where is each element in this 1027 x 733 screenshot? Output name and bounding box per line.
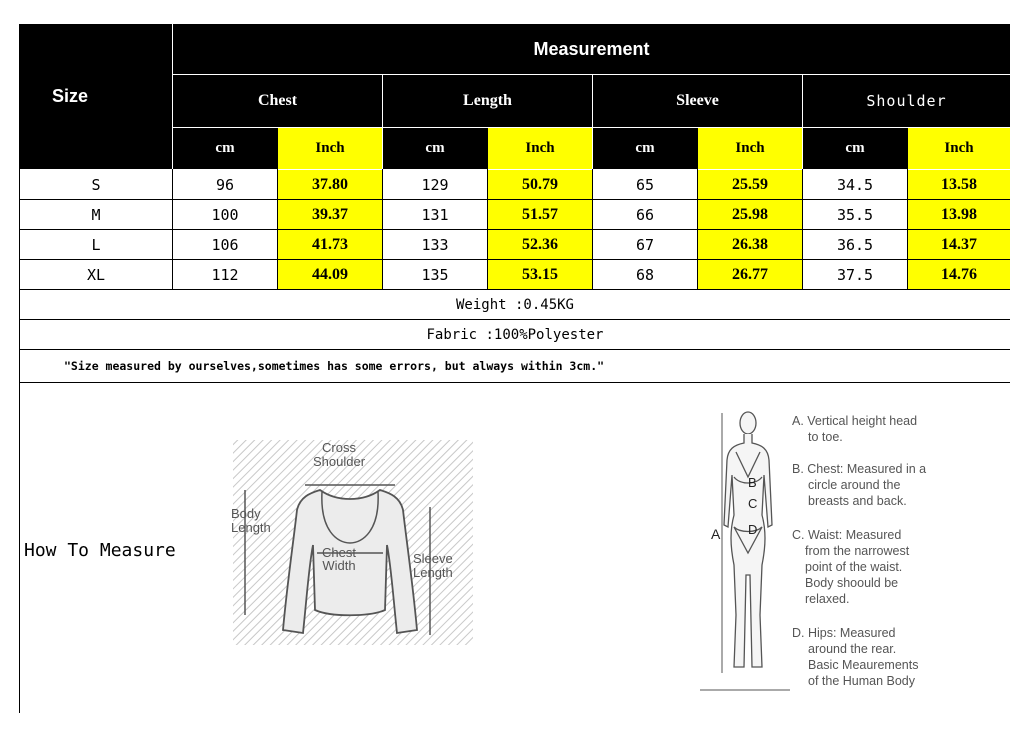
unit-inch-shoulder: [908, 128, 1010, 169]
chest-inch-cell: 41.73: [312, 235, 348, 253]
group-header-length: [383, 75, 592, 127]
shoulder-cm-cell: 35.5: [836, 205, 874, 224]
body-letter-d: D: [748, 522, 758, 537]
note-b: [792, 461, 926, 509]
unit-cm-shoulder: [803, 128, 907, 169]
unit-cm-label: cm: [845, 140, 865, 156]
unit-cm-label: cm: [425, 140, 445, 156]
group-header-shoulder-label: Shoulder: [866, 92, 947, 110]
measurement-header: [173, 24, 1010, 74]
unit-inch-label: Inch: [944, 140, 974, 156]
chest-width-label: [322, 546, 356, 572]
sleeve-cm-cell: 67: [635, 235, 655, 254]
note-line: to toe.: [808, 430, 843, 444]
how-to-measure-title: How To Measure: [24, 540, 176, 561]
chest-cm-cell: 112: [211, 265, 239, 284]
chest-inch-cell: 44.09: [312, 265, 348, 283]
sleeve-cm-cell: 65: [635, 175, 655, 194]
note-line: around the rear.: [808, 642, 897, 656]
note-line: Basic Meaurements: [808, 658, 919, 672]
shoulder-inch-cell: 14.76: [941, 265, 977, 283]
length-inch-cell: 52.36: [522, 235, 558, 253]
unit-inch-label: Inch: [315, 140, 345, 156]
size-cell: L: [91, 235, 101, 254]
group-header-sleeve-label: Sleeve: [676, 92, 719, 109]
chest-cm-cell: 100: [211, 205, 239, 224]
note-a: [792, 413, 917, 445]
sleeve-cm-cell: 68: [635, 265, 655, 284]
body-letter-a: A: [711, 526, 721, 542]
body-outline: [724, 434, 772, 667]
fabric-row: Fabric :100%Polyester: [426, 326, 604, 343]
note-c: [792, 527, 909, 607]
shoulder-cm-cell: 34.5: [836, 175, 874, 194]
note-line: from the narrowest: [805, 544, 910, 558]
body-letter-b: B: [748, 475, 757, 490]
unit-cm-sleeve: [593, 128, 697, 169]
chest-cm-cell: 106: [211, 235, 239, 254]
length-cm-cell: 133: [421, 235, 449, 254]
sleeve-inch-cell: 25.98: [732, 205, 768, 223]
shoulder-inch-cell: 13.58: [941, 175, 977, 193]
sleeve-inch-cell: 25.59: [732, 175, 768, 193]
unit-inch-label: Inch: [735, 140, 765, 156]
shoulder-inch-cell: 13.98: [941, 205, 977, 223]
sleeve-inch-cell: 26.38: [732, 235, 768, 253]
size-cell: M: [91, 205, 101, 224]
size-cell: XL: [86, 265, 106, 284]
group-header-sleeve: [593, 75, 802, 127]
size-header-label: Size: [52, 86, 89, 106]
cross-shoulder-line: Shoulder: [313, 454, 366, 469]
body-length-line: Body: [231, 506, 261, 521]
length-cm-cell: 131: [421, 205, 449, 224]
unit-cm-label: cm: [635, 140, 655, 156]
note-line: Body shoould be: [805, 576, 899, 590]
body-length-label: [231, 507, 271, 535]
shoulder-cm-cell: 37.5: [836, 265, 874, 284]
note-row: "Size measured by ourselves,sometimes has some errors, but always within 3cm.": [64, 359, 605, 373]
group-header-length-label: Length: [463, 92, 512, 109]
note-line: A. Vertical height head: [792, 414, 918, 428]
shoulder-cm-cell: 36.5: [836, 235, 874, 254]
note-line: of the Human Body: [808, 674, 916, 688]
chest-cm-cell: 96: [215, 175, 235, 194]
human-body-diagram: [700, 405, 790, 695]
unit-inch-sleeve: [698, 128, 802, 169]
note-line: point of the waist.: [805, 560, 903, 574]
sleeve-length-label: [413, 552, 453, 580]
shoulder-inch-cell: 14.37: [941, 235, 977, 253]
body-letter-c: C: [748, 496, 758, 511]
weight-row: Weight :0.45KG: [455, 296, 574, 313]
length-cm-cell: 129: [421, 175, 449, 194]
length-inch-cell: 53.15: [522, 265, 558, 283]
note-line: circle around the: [808, 478, 901, 492]
measurement-header-label: Measurement: [533, 38, 650, 59]
length-inch-cell: 50.79: [522, 175, 558, 193]
cross-shoulder-line: Cross: [322, 440, 356, 455]
chest-width-line: Chest: [322, 545, 356, 560]
sleeve-cm-cell: 66: [635, 205, 655, 224]
note-line: relaxed.: [805, 592, 850, 606]
unit-inch-length: [488, 128, 592, 169]
chest-inch-cell: 39.37: [312, 205, 348, 223]
sleeve-length-line: Sleeve: [413, 551, 453, 566]
note-line: B. Chest: Measured in a: [792, 462, 927, 476]
row-divider-7: [19, 382, 1010, 383]
note-d: [792, 625, 918, 689]
unit-inch-chest: [278, 128, 382, 169]
sleeve-inch-cell: 26.77: [732, 265, 768, 283]
group-header-chest: [173, 75, 382, 127]
chest-inch-cell: 37.80: [312, 175, 348, 193]
size-cell: S: [91, 175, 101, 194]
size-header: [19, 24, 172, 169]
unit-cm-length: [383, 128, 487, 169]
length-inch-cell: 51.57: [522, 205, 558, 223]
note-line: breasts and back.: [808, 494, 907, 508]
body-head: [740, 412, 756, 434]
unit-inch-label: Inch: [525, 140, 555, 156]
unit-cm-label: cm: [215, 140, 235, 156]
length-cm-cell: 135: [421, 265, 449, 284]
note-line: C. Waist: Measured: [792, 528, 902, 542]
chest-width-line: Width: [322, 558, 356, 573]
sleeve-length-line: Length: [413, 565, 453, 580]
unit-cm-chest: [173, 128, 277, 169]
cross-shoulder-label: [313, 441, 365, 469]
group-header-chest-label: Chest: [257, 92, 298, 109]
group-header-shoulder: [803, 75, 1010, 127]
note-line: D. Hips: Measured: [792, 626, 896, 640]
body-length-line: Length: [231, 520, 271, 535]
